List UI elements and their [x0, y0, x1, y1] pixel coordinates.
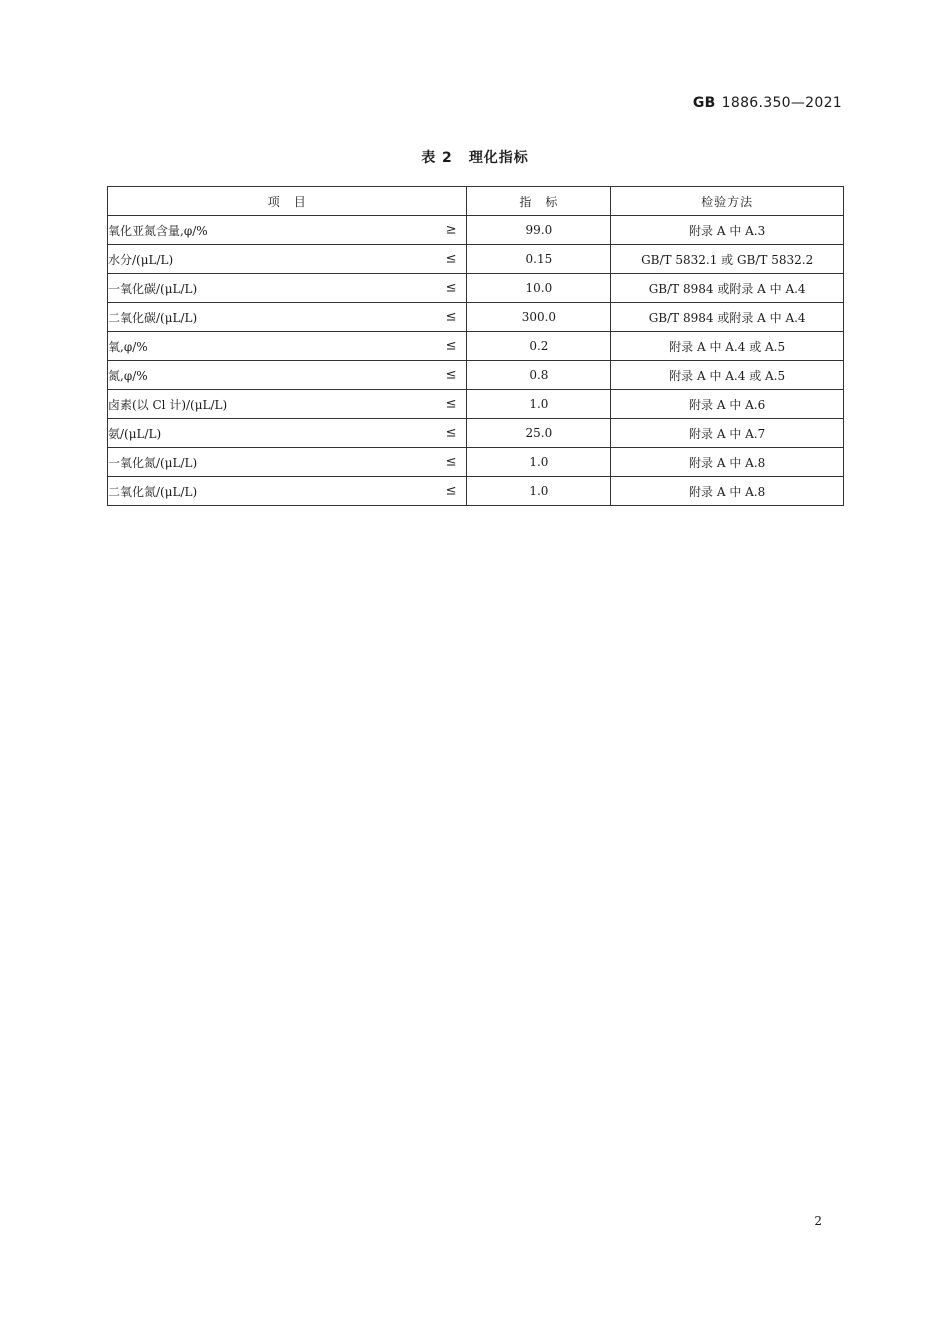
table-row [108, 216, 844, 245]
comparison-symbol: ≤ [445, 280, 457, 296]
table-row [108, 245, 844, 274]
row-value: 300.0 [467, 303, 611, 332]
row-method: 附录 A 中 A.4 或 A.5 [611, 332, 844, 361]
table-title [0, 147, 950, 167]
table-row [108, 332, 844, 361]
comparison-symbol: ≤ [445, 425, 457, 441]
row-method: GB/T 8984 或附录 A 中 A.4 [611, 303, 844, 332]
comparison-symbol: ≤ [445, 396, 457, 412]
table-row [108, 390, 844, 419]
table-number: 表 2 [421, 150, 453, 166]
row-method: 附录 A 中 A.8 [611, 448, 844, 477]
row-item-cell [108, 419, 467, 448]
row-item-cell [108, 390, 467, 419]
row-value: 1.0 [467, 390, 611, 419]
page-number: 2 [814, 1214, 822, 1228]
row-value: 1.0 [467, 448, 611, 477]
row-item-label: 氧化亚氮含量,φ/% [108, 223, 208, 238]
standard-number: 1886.350—2021 [721, 95, 842, 111]
table-row [108, 303, 844, 332]
row-item-cell [108, 477, 467, 506]
row-item-label: 氨/(μL/L) [108, 426, 162, 441]
table-row [108, 477, 844, 506]
row-item-cell [108, 303, 467, 332]
row-value: 99.0 [467, 216, 611, 245]
row-method: 附录 A 中 A.6 [611, 390, 844, 419]
standard-header [693, 95, 842, 111]
row-item-cell [108, 274, 467, 303]
row-item-cell [108, 245, 467, 274]
row-value: 0.2 [467, 332, 611, 361]
row-item-cell [108, 332, 467, 361]
column-header-value: 指 标 [467, 187, 611, 216]
column-header-method: 检验方法 [611, 187, 844, 216]
row-value: 0.8 [467, 361, 611, 390]
table-row [108, 361, 844, 390]
row-item-cell [108, 361, 467, 390]
row-method: GB/T 8984 或附录 A 中 A.4 [611, 274, 844, 303]
table-row [108, 448, 844, 477]
row-method: 附录 A 中 A.7 [611, 419, 844, 448]
row-item-label: 氧,φ/% [108, 339, 148, 354]
row-item-label: 二氧化氮/(μL/L) [108, 484, 198, 499]
table-row [108, 274, 844, 303]
row-value: 0.15 [467, 245, 611, 274]
row-item-label: 氮,φ/% [108, 368, 148, 383]
row-item-cell [108, 216, 467, 245]
row-item-label: 一氧化碳/(μL/L) [108, 281, 198, 296]
comparison-symbol: ≤ [445, 483, 457, 499]
specification-table [107, 186, 844, 506]
table-header-row [108, 187, 844, 216]
column-header-item: 项 目 [108, 187, 467, 216]
row-value: 10.0 [467, 274, 611, 303]
row-item-label: 二氧化碳/(μL/L) [108, 310, 198, 325]
comparison-symbol: ≤ [445, 367, 457, 383]
row-method: GB/T 5832.1 或 GB/T 5832.2 [611, 245, 844, 274]
row-method: 附录 A 中 A.3 [611, 216, 844, 245]
row-item-label: 水分/(μL/L) [108, 252, 174, 267]
comparison-symbol: ≤ [445, 338, 457, 354]
row-item-cell [108, 448, 467, 477]
table-title-text: 理化指标 [468, 150, 529, 166]
row-value: 1.0 [467, 477, 611, 506]
comparison-symbol: ≤ [445, 251, 457, 267]
table-row [108, 419, 844, 448]
comparison-symbol: ≥ [445, 222, 457, 238]
row-method: 附录 A 中 A.8 [611, 477, 844, 506]
row-method: 附录 A 中 A.4 或 A.5 [611, 361, 844, 390]
comparison-symbol: ≤ [445, 454, 457, 470]
row-item-label: 卤素(以 Cl 计)/(μL/L) [108, 397, 228, 412]
row-item-label: 一氧化氮/(μL/L) [108, 455, 198, 470]
row-value: 25.0 [467, 419, 611, 448]
comparison-symbol: ≤ [445, 309, 457, 325]
standard-prefix: GB [692, 95, 716, 111]
